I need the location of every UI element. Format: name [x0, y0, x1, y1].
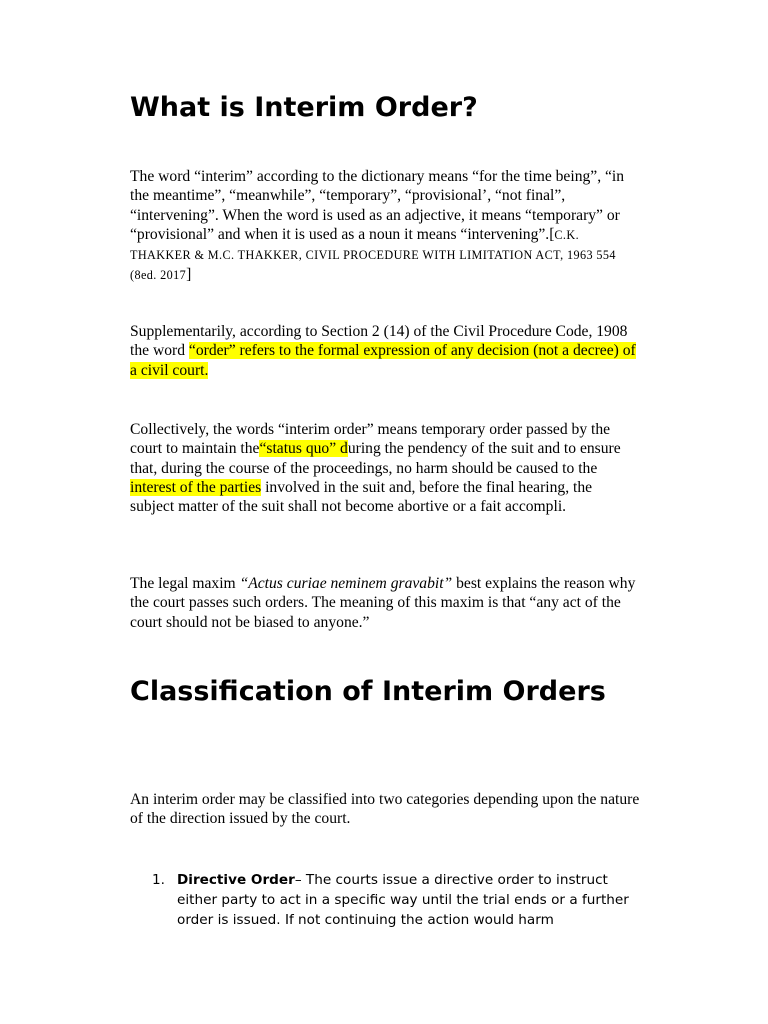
meaning-text-3: involved in the suit and, before the final hearing, the subject matter of the suit shall not become abortive or a fait accompli. — [130, 478, 593, 516]
list-item-body — [177, 870, 632, 930]
paragraph-interim-order-meaning — [130, 420, 640, 516]
section-text: Supplementarily, according to Section 2 (14) of the Civil Procedure Code, 1908 the word — [130, 323, 628, 360]
citation-close: ] — [186, 266, 192, 284]
citation: C.K. THAKKER & M.C. THAKKER, CIVIL PROCEDURE WITH LIMITATION ACT, 1963 554 (8ed. 2017 — [130, 227, 616, 283]
paragraph-legal-maxim — [130, 574, 640, 632]
heading-what-is-interim-order: What is Interim Order? — [130, 92, 478, 123]
paragraph-classification-intro: An interim order may be classified into two categories depending upon the nature of the direction issued by the court. — [130, 791, 640, 828]
list-item-text: – The courts issue a directive order to instruct either party to act in a specific way until the trial ends or a further order is issued. If not continuing the action would harm — [177, 872, 629, 928]
heading-classification: Classification of Interim Orders — [130, 676, 606, 707]
list-term-directive-order: Directive Order — [177, 872, 295, 888]
highlighted-interest-of-parties: interest of the parties — [130, 478, 262, 496]
meaning-text-1: Collectively, the words “interim order” means temporary order passed by the court to maintain the — [130, 421, 611, 458]
list-number: 1. — [152, 872, 165, 888]
maxim-explanation: best explains the reason why the court passes such orders. The meaning of this maxim is that “any act of the court should not be biased to anyone.” — [130, 575, 636, 631]
highlighted-order-definition: “order” refers to the formal expression of any decision (not a decree) of a civil court. — [130, 342, 636, 379]
highlighted-status-quo: “status quo” d — [259, 440, 348, 458]
list-item — [152, 870, 632, 930]
maxim-intro: The legal maxim — [130, 575, 240, 592]
paragraph-definition — [130, 167, 640, 286]
definition-text: The word “interim” according to the dictionary means “for the time being”, “in the meantime”, “meanwhile”, “temporary”, “provisional’, “not final”, “intervening”. When the word is used as an adjective, it means “temporary” or “provisional” and when it is used as a noun it means “intervening”.[ — [130, 168, 625, 243]
meaning-text-2: uring the pendency of the suit and to ensure that, during the course of the proceedings, no harm should be caused to the — [130, 440, 621, 477]
paragraph-section-2-14 — [130, 322, 640, 380]
maxim-italic: “Actus curiae neminem gravabit” — [239, 575, 453, 592]
